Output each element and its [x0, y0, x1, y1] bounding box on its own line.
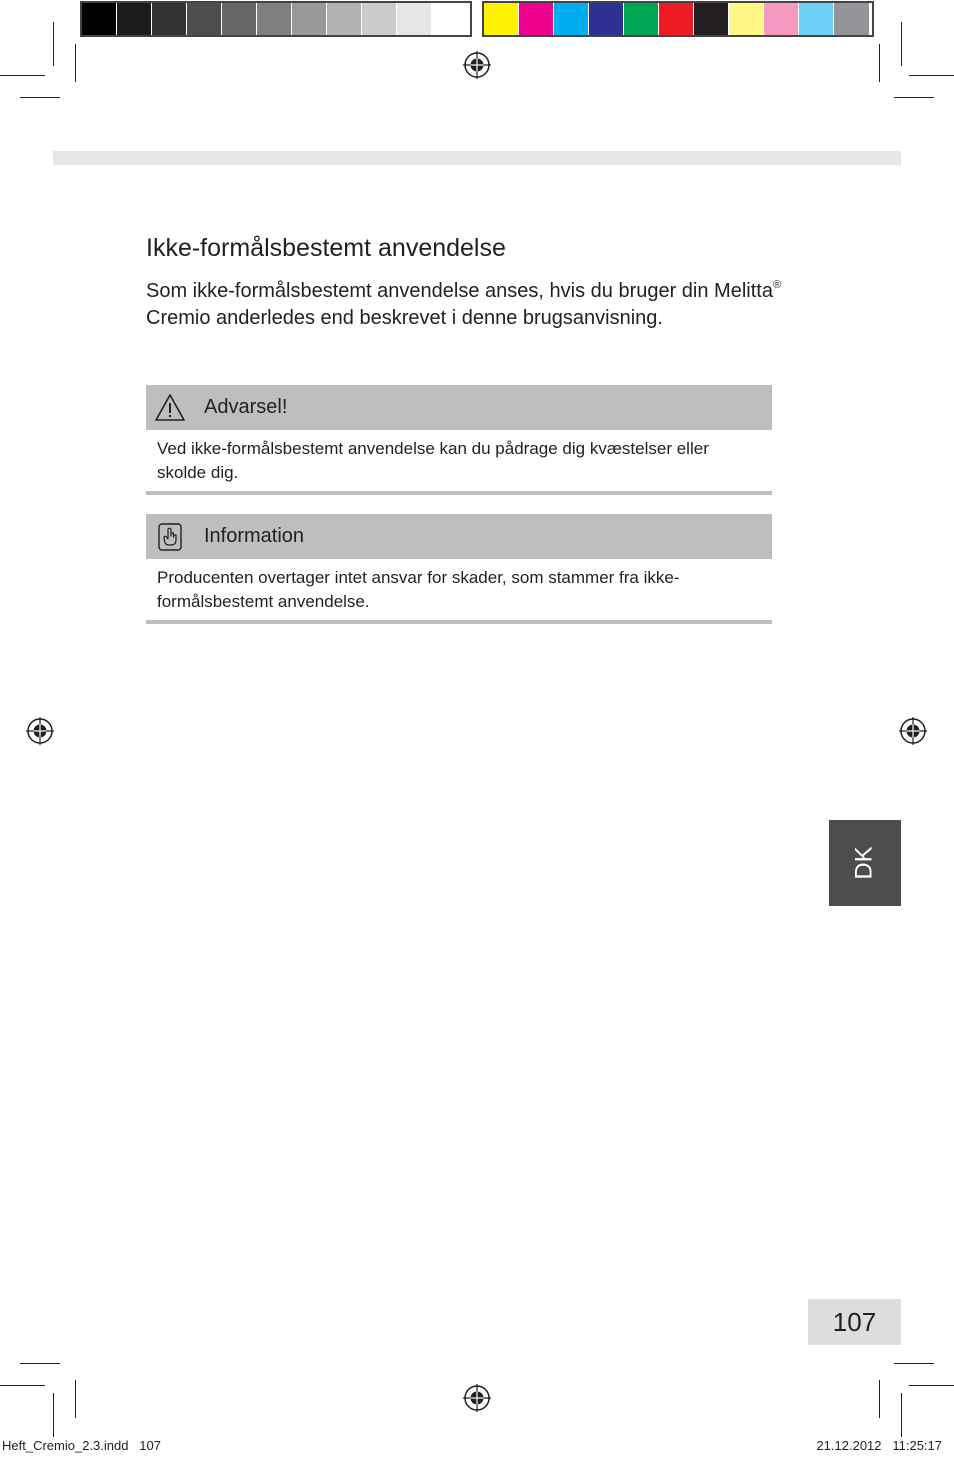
color-swatch [729, 3, 764, 35]
slug-timestamp: 21.12.2012 11:25:17 [816, 1438, 942, 1453]
color-swatch [257, 3, 292, 35]
crop-mark [20, 1363, 60, 1364]
page-number: 107 [808, 1299, 901, 1345]
crop-mark [879, 1380, 880, 1418]
color-swatch [554, 3, 589, 35]
registration-mark-icon [899, 717, 927, 745]
language-tab [829, 820, 901, 906]
warning-header [146, 385, 772, 430]
warning-triangle-icon [150, 385, 190, 430]
hand-pointing-icon [150, 514, 190, 559]
information-text: Producenten overtager intet ansvar for skader, som stammer fra ikke-formålsbestemt anvendelse. [157, 568, 680, 611]
crop-mark [0, 1385, 45, 1386]
color-calibration-bar [482, 1, 874, 37]
color-swatch [519, 3, 554, 35]
color-swatch [764, 3, 799, 35]
information-title: Information [204, 525, 305, 547]
crop-mark [75, 44, 76, 82]
crop-mark [879, 44, 880, 82]
registration-mark-icon [463, 51, 491, 79]
crop-mark [53, 1393, 54, 1437]
information-header [146, 514, 772, 559]
language-tab-label: DK [851, 846, 878, 880]
color-swatch [187, 3, 222, 35]
registration-mark-icon [463, 1384, 491, 1412]
color-swatch [397, 3, 432, 35]
intro-paragraph [146, 278, 786, 332]
crop-mark [901, 1393, 902, 1437]
slug-file-info: Heft_Cremio_2.3.indd 107 [2, 1438, 161, 1453]
color-swatch [694, 3, 729, 35]
color-swatch [152, 3, 187, 35]
gray-calibration-bar [80, 1, 472, 37]
color-swatch [624, 3, 659, 35]
information-notice [146, 514, 772, 624]
color-swatch [484, 3, 519, 35]
crop-mark [909, 75, 954, 76]
color-swatch [82, 3, 117, 35]
color-swatch [222, 3, 257, 35]
information-footer-rule [146, 620, 772, 624]
intro-text-2: Cremio anderledes end beskrevet i denne brugsanvisning. [146, 307, 663, 329]
crop-mark [20, 97, 60, 98]
warning-notice [146, 385, 772, 495]
crop-mark [901, 22, 902, 66]
registration-mark-icon [26, 717, 54, 745]
warning-text: Ved ikke-formålsbestemt anvendelse kan du pådrage dig kvæstelser eller skolde dig. [157, 439, 709, 482]
color-swatch [432, 3, 467, 35]
color-swatch [834, 3, 869, 35]
section-heading: Ikke-formålsbestemt anvendelse [146, 234, 506, 262]
warning-footer-rule [146, 491, 772, 495]
color-swatch [362, 3, 397, 35]
registered-mark: ® [772, 279, 782, 291]
intro-text-1: Som ikke-formålsbestemt anvendelse anses, hvis du bruger din Melitta [146, 280, 773, 302]
crop-mark [75, 1380, 76, 1418]
crop-mark [0, 75, 45, 76]
color-swatch [327, 3, 362, 35]
crop-mark [909, 1385, 954, 1386]
crop-mark [894, 1363, 934, 1364]
color-swatch [117, 3, 152, 35]
crop-mark [894, 97, 934, 98]
crop-mark [53, 22, 54, 66]
color-swatch [659, 3, 694, 35]
warning-title: Advarsel! [204, 396, 288, 418]
color-swatch [292, 3, 327, 35]
color-swatch [799, 3, 834, 35]
header-rule [53, 151, 901, 165]
color-swatch [589, 3, 624, 35]
